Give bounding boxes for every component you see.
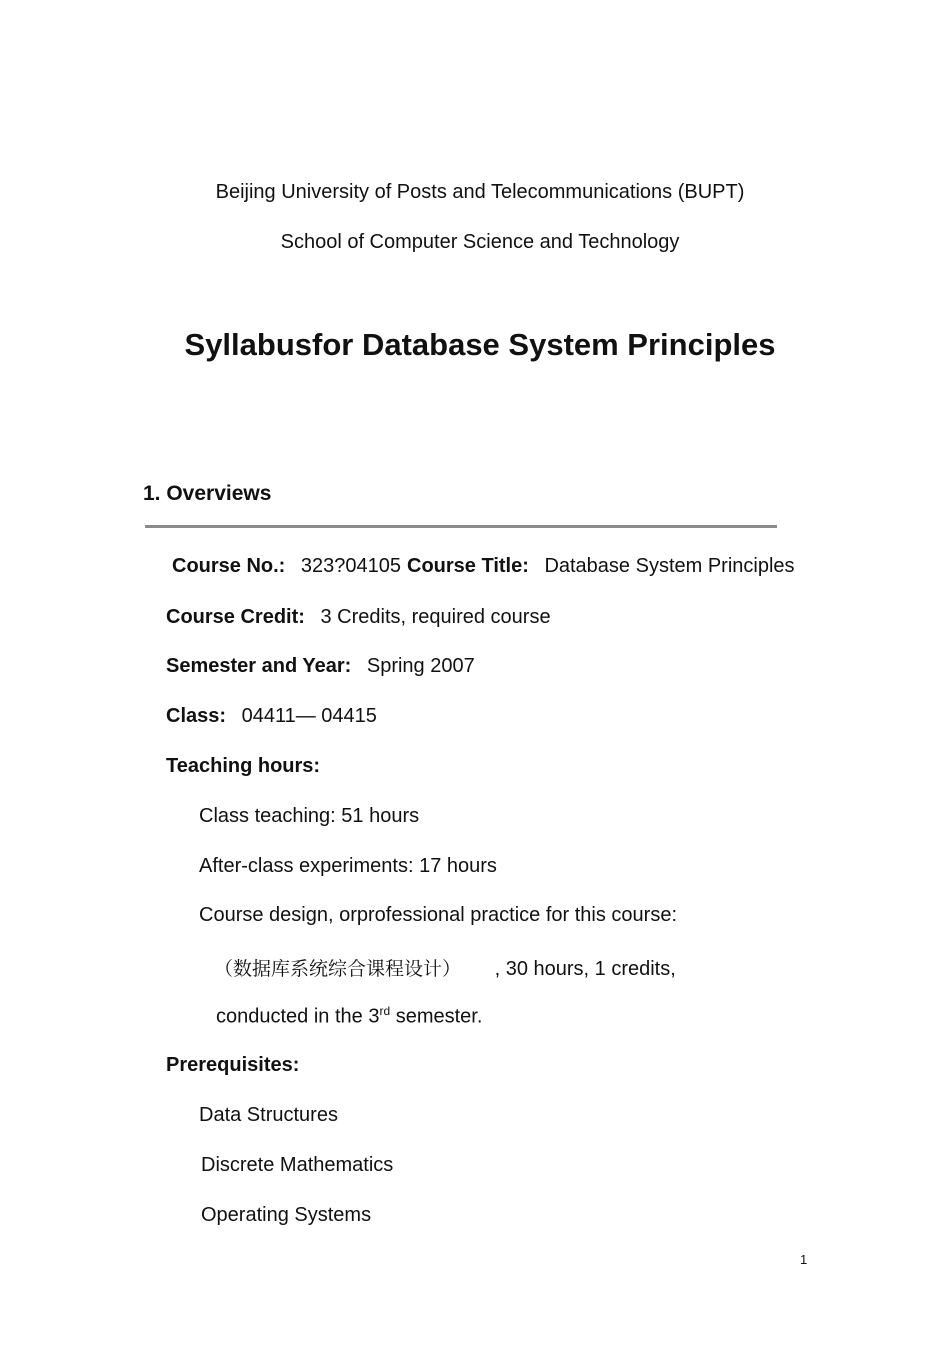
school-name: School of Computer Science and Technology [280,231,680,253]
conducted-suffix: semester. [390,1005,483,1028]
course-credit-row [166,606,551,629]
course-design-line: Course design, orprofessional practice for this course: [199,904,678,926]
page-number: 1 [800,1252,808,1267]
after-class-hours: After-class experiments: 17 hours [199,855,497,877]
course-design-detail [214,954,676,981]
course-credit-value: 3 Credits, required course [320,606,551,628]
course-title-row [407,555,795,578]
section-heading-overviews: 1. Overviews [143,482,272,505]
conducted-semester-line [216,1004,482,1029]
section-divider [145,525,777,528]
semester-label: Semester and Year: [166,655,352,677]
conducted-prefix: conducted in the 3 [216,1005,380,1028]
course-title-label: Course Title: [407,555,529,577]
teaching-hours-label: Teaching hours: [166,755,321,777]
document-title: Syllabusfor Database System Principles [184,327,776,362]
course-number-value: 323?04105 [300,555,402,577]
prerequisite-item: Operating Systems [201,1204,372,1226]
class-teaching-hours: Class teaching: 51 hours [199,805,420,827]
prerequisite-item: Data Structures [199,1104,338,1126]
class-value: 04411— 04415 [241,705,377,727]
semester-value: Spring 2007 [366,655,475,677]
university-name: Beijing University of Posts and Telecommunications (BUPT) [215,181,745,203]
semester-row [166,655,475,678]
class-label: Class: [166,705,227,727]
course-number-label: Course No.: [172,555,286,577]
course-credit-label: Course Credit: [166,606,305,628]
ordinal-suffix: rd [379,1004,391,1018]
prerequisites-label: Prerequisites: [166,1054,300,1076]
course-design-name: （数据库系统综合课程设计） [214,958,462,980]
class-row [166,705,377,728]
course-title-value: Database System Principles [544,555,795,577]
prerequisite-item: Discrete Mathematics [201,1154,394,1176]
course-number-row [172,555,401,578]
course-design-hours: , 30 hours, 1 credits, [494,958,676,980]
